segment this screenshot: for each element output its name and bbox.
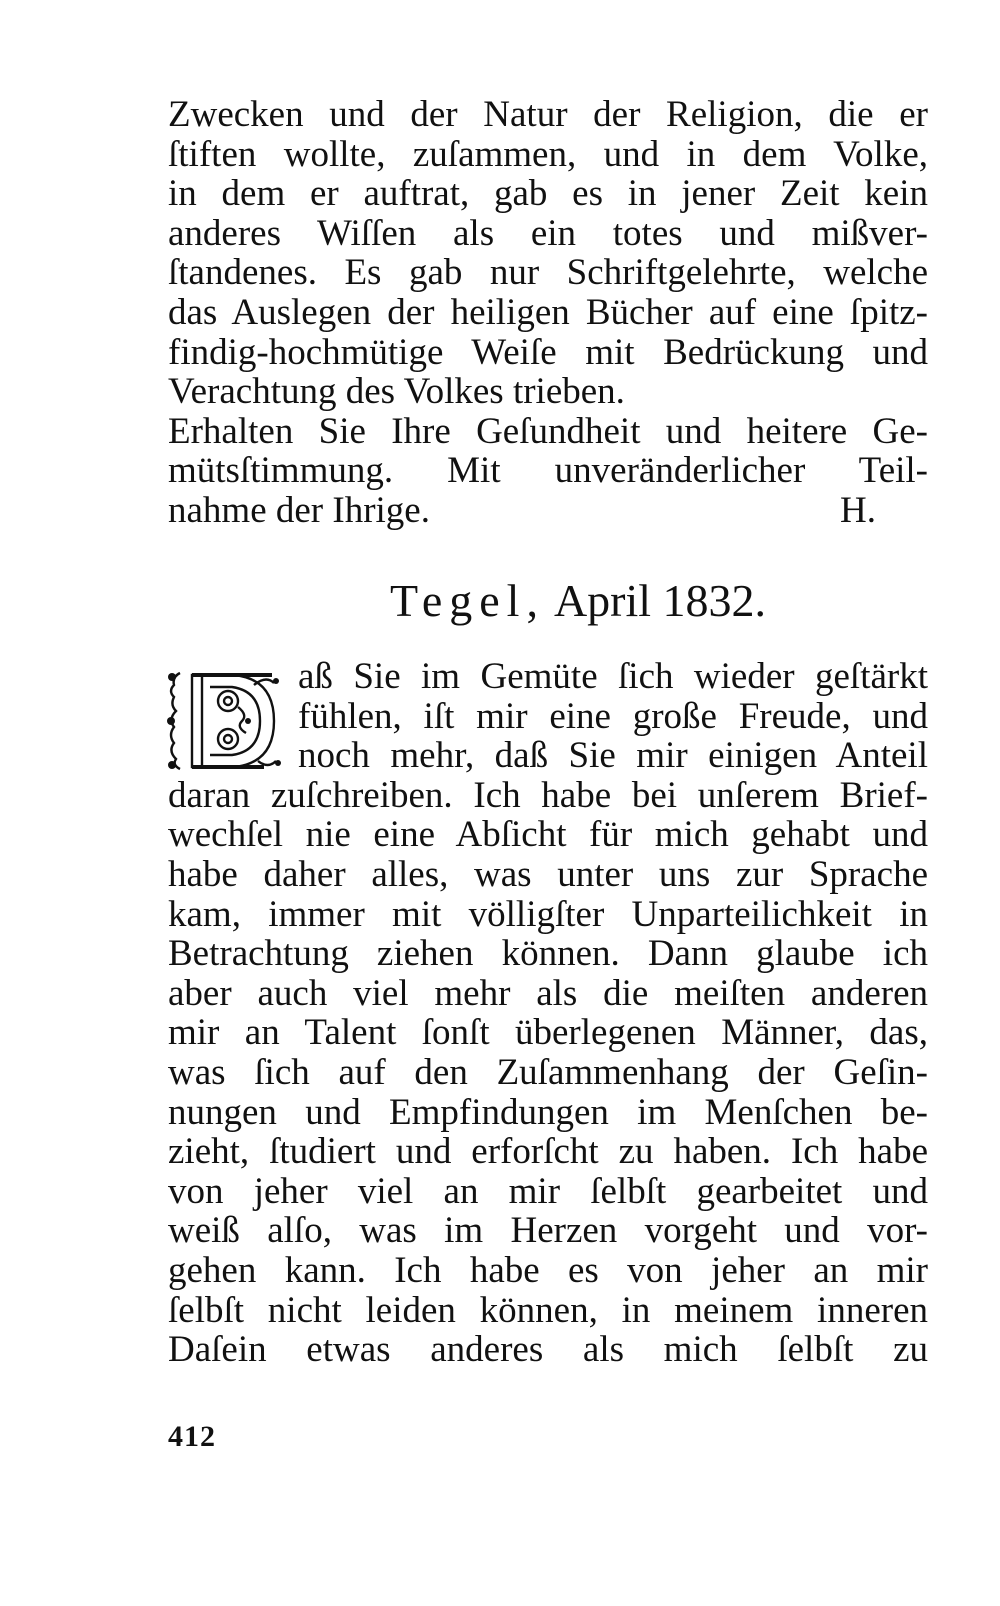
text-line: ſtiften wollte, zuſammen, und in dem Volke, — [168, 133, 928, 175]
text-line: anderes Wiſſen als ein totes und mißver- — [168, 212, 928, 254]
text-line: von jeher viel an mir ſelbſt gearbeitet und — [168, 1170, 928, 1212]
closing-text: nahme der Ihrige. — [168, 489, 430, 531]
text-line: Erhalten Sie Ihre Geſundheit und heitere Ge- — [168, 410, 928, 452]
drop-cap-letter — [168, 657, 169, 658]
text-line: zieht, ſtudiert und erforſcht zu haben. Ich habe — [168, 1131, 928, 1173]
text-line: fühlen, iſt mir eine große Freude, und — [298, 695, 928, 737]
text-line: das Auslegen der heiligen Bücher auf eine ſpitz- — [168, 291, 928, 333]
text-line: kam, immer mit völligſter Unparteilichkeit in — [168, 893, 928, 935]
text-line: weiß alſo, was im Herzen vorgeht und vor- — [168, 1210, 928, 1252]
text-line: noch mehr, daß Sie mir einigen Anteil — [298, 735, 928, 777]
text-line: mütsſtimmung. Mit unveränderlicher Teil- — [168, 450, 928, 492]
text-line: Betrachtung ziehen können. Dann glaube ich — [168, 933, 928, 975]
text-line: ſelbſt nicht leiden können, in meinem inneren — [168, 1289, 928, 1331]
text-line: aber auch viel mehr als die meiſten anderen — [168, 972, 928, 1014]
text-line: daran zuſchreiben. Ich habe bei unſerem Brief- — [168, 774, 928, 816]
text-line: was ſich auf den Zuſammenhang der Geſin- — [168, 1051, 928, 1093]
page-number: 412 — [168, 1420, 216, 1453]
letter-body — [168, 657, 928, 1370]
text-line: Zwecken und der Natur der Religion, die er — [168, 94, 928, 135]
letter-heading — [168, 571, 928, 631]
text-line: Verachtung des Volkes trieben. — [168, 371, 625, 413]
text-line: nungen und Empfindungen im Menſchen be- — [168, 1091, 928, 1133]
text-line: ſtandenes. Es gab nur Schriftgelehrte, welche — [168, 252, 928, 294]
book-page — [168, 94, 928, 1371]
text-line: aß Sie im Gemüte ſich wieder geſtärkt — [298, 656, 928, 697]
text-line: gehen kann. Ich habe es von jeher an mir — [168, 1249, 928, 1291]
text-line: mir an Talent ſonſt überlegenen Männer, das, — [168, 1012, 928, 1054]
ornamental-initial-d-icon — [162, 665, 286, 777]
previous-letter-text — [168, 95, 928, 531]
closing-signature: H. — [840, 489, 876, 531]
text-line: Daſein etwas anderes als mich ſelbſt zu — [168, 1329, 928, 1371]
letter-closing — [168, 491, 928, 531]
heading-place: Tegel, — [389, 575, 545, 626]
text-line: wechſel nie eine Abſicht für mich gehabt und — [168, 814, 928, 856]
text-line: in dem er auftrat, gab es in jener Zeit kein — [168, 173, 928, 215]
text-line: habe daher alles, was unter uns zur Sprache — [168, 853, 928, 895]
text-line: findig-hochmütige Weiſe mit Bedrückung und — [168, 331, 928, 373]
heading-date: April 1832. — [553, 575, 767, 626]
